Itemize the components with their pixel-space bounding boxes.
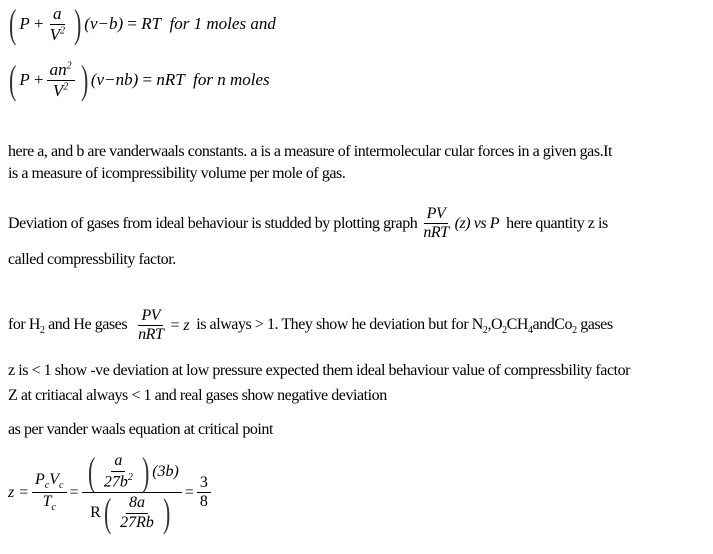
eq-rhs: nRT — [156, 70, 185, 90]
numerator: 3 — [197, 474, 211, 493]
text: is always > 1. They show he deviation but for N — [196, 315, 483, 333]
exponent: 2 — [127, 471, 133, 483]
numerator: PV — [138, 307, 163, 326]
numerator: ( $\frac{a}{27b^2}$ ) (3b) — [82, 452, 182, 493]
eq-op: = — [69, 483, 79, 501]
text: andCo — [532, 315, 573, 333]
eq-op: = — [127, 14, 137, 34]
denominator: R ( $\frac{8a}{27Rb}$ ) — [90, 490, 171, 535]
subscript: c — [59, 480, 64, 492]
numerator — [32, 471, 66, 493]
subscript: 2 — [482, 324, 488, 336]
eq-op: = — [184, 483, 194, 501]
denominator — [50, 81, 71, 101]
denominator: nRT — [423, 224, 449, 242]
den-base: V — [52, 80, 64, 100]
subscript: 2 — [39, 324, 45, 336]
eq-op: + — [33, 70, 44, 90]
denominator: 8 — [199, 493, 208, 510]
subscript: 2 — [502, 324, 507, 336]
text: = z — [169, 316, 190, 334]
eq-term: P — [19, 14, 30, 34]
numerator: PV — [424, 205, 449, 224]
den-base: 27b — [103, 473, 128, 491]
paragraph-line: Z at critiacal always < 1 and real gases show negative deviation — [8, 387, 387, 404]
numerator: a — [50, 4, 65, 25]
eq-term: R — [90, 503, 101, 521]
fraction — [135, 307, 166, 345]
paragraph-line — [8, 205, 608, 243]
den-base: T — [42, 493, 52, 510]
fraction-main — [82, 449, 182, 535]
fraction — [47, 4, 68, 44]
den-base: V — [49, 24, 60, 44]
num-base: P — [35, 471, 45, 489]
text: (z) vs P — [454, 214, 500, 232]
text: and He gases — [44, 315, 128, 333]
paragraph-line: is a measure of icompressibility volume per mole of gas. — [8, 165, 346, 182]
denominator — [47, 25, 68, 45]
fraction — [101, 452, 136, 491]
paragraph-line: z is < 1 show -ve deviation at low pressure expected them ideal behaviour value of compressbility factor — [8, 362, 631, 379]
text: gases — [576, 315, 613, 333]
text — [196, 316, 612, 336]
eq-op: = — [142, 70, 153, 90]
text: here quantity z is — [506, 214, 608, 232]
exponent: 2 — [59, 24, 65, 36]
paragraph-line: here a, and b are vanderwaals constants. a is a measure of intermolecular cular forces in a given gas.It — [8, 143, 613, 160]
paragraph-line: as per vander waals equation at critical point — [8, 421, 273, 438]
subscript: 2 — [572, 324, 577, 336]
fraction — [420, 205, 451, 243]
eq-factor: (3b) — [152, 462, 179, 480]
denominator: 27Rb — [120, 513, 154, 531]
fraction — [47, 60, 75, 100]
fraction — [117, 494, 157, 532]
text: ,O — [487, 315, 503, 333]
eq-term: P — [19, 70, 30, 90]
exponent: 2 — [63, 80, 69, 92]
text: for H — [8, 315, 40, 333]
subscript: c — [44, 480, 50, 492]
fraction — [32, 471, 66, 513]
text: Deviation of gases from ideal behaviour is studded by plotting graph — [8, 214, 418, 232]
text — [8, 316, 127, 336]
paragraph-line: called compressbility factor. — [8, 251, 176, 268]
eq-text: for 1 moles and — [169, 14, 276, 34]
text: CH — [506, 315, 528, 333]
eq-factor: (v−b) — [84, 14, 124, 34]
denominator — [101, 472, 136, 492]
numerator: a — [111, 452, 125, 471]
fraction-result — [197, 474, 211, 512]
subscript: c — [51, 502, 56, 514]
numerator — [47, 60, 75, 81]
critical-point-equation — [8, 449, 214, 535]
eq-text: for n moles — [193, 70, 270, 90]
eq-lhs: z = — [8, 483, 30, 501]
exponent: 2 — [66, 60, 72, 72]
subscript: 4 — [527, 324, 533, 336]
vanderwaals-equation-1-mole: ( P + $\frac{a}{V^2}$ ) (v−b) = RT for 1 moles and — [8, 1, 276, 47]
vanderwaals-equation-n-moles: ( P + $\frac{an^2}{V^2}$ ) (v−nb) = nRT for n moles — [8, 57, 270, 103]
num-base: V — [49, 471, 60, 489]
numerator: 8a — [126, 494, 148, 513]
num-base: an — [49, 60, 67, 79]
eq-op: + — [33, 14, 44, 34]
denominator: nRT — [138, 326, 164, 344]
paragraph-line — [8, 307, 613, 345]
denominator — [40, 493, 59, 514]
eq-rhs: RT — [141, 14, 162, 34]
eq-factor: (v−nb) — [90, 70, 139, 90]
